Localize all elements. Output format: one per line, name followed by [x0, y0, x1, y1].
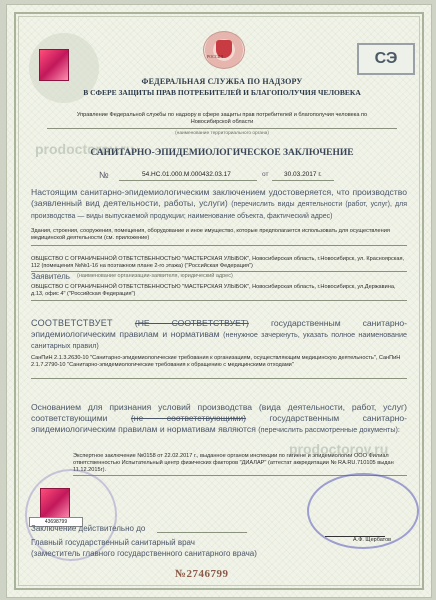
header-line-1: ФЕДЕРАЛЬНАЯ СЛУЖБА ПО НАДЗОРУ — [141, 77, 303, 86]
signer-subtitle: (заместитель главного государственного санитарного врача) — [31, 549, 257, 558]
watermark-1: prodoctorov.ru — [35, 141, 135, 157]
serial-number: №2746799 — [175, 568, 229, 580]
validity-label: Заключение действительно до — [31, 524, 146, 533]
org-address-2: ОБЩЕСТВО С ОГРАНИЧЕННОЙ ОТВЕТСТВЕННОСТЬЮ "МАСТЕРСКАЯ УЛЫБОК", Новосибирская область, г.Новосибирск, ул.Державина, д.13, офис 4" ("Российская Федерация") — [31, 284, 396, 297]
emblem-icon — [203, 31, 245, 69]
authority-caption: (наименование территориального органа) — [175, 131, 269, 136]
applicant-label: Заявитель — [31, 272, 70, 281]
number-underline — [119, 180, 257, 181]
activity-text: Здания, строения, сооружения, помещения, оборудование и иное имущество, которые предполагается использовать для осуществления медицинской деятельности (см. приложение) — [31, 228, 390, 241]
date-underline — [272, 180, 334, 181]
rules-underline — [31, 378, 407, 379]
signer-name: А.Ф. Щербатов — [353, 537, 392, 543]
authority-line-2: Новосибирской области — [190, 119, 254, 125]
org-address-1: ОБЩЕСТВО С ОГРАНИЧЕННОЙ ОТВЕТСТВЕННОСТЬЮ "МАСТЕРСКАЯ УЛЫБОК", Новосибирская область, г.Новосибирск, ул. Красноярская, 112 (помещения №№1-16 на поэтажном плане 2-го этажа) ("Российская Федерация") — [31, 256, 405, 269]
certificate-number: 54.НС.01.000.М.000432.03.17 — [142, 171, 231, 178]
signature — [325, 520, 385, 537]
org1-underline — [31, 271, 407, 272]
hologram-number: 43698799 — [29, 517, 83, 527]
certificate-page — [6, 4, 432, 598]
basis-text: Основанием для признания условий производства (вида деятельности, работ, услуг) соответствующими (не соответствующими) государственным санитарно-эпидемиологическим правилам и нормативам являются (перечислить рассмотренные документы): — [31, 402, 408, 434]
document-title: САНИТАРНО-ЭПИДЕМИОЛОГИЧЕСКОЕ ЗАКЛЮЧЕНИЕ — [90, 148, 354, 158]
expert-conclusion: Экспертное заключение №0158 от 22.02.2017 г., выданное органом инспекции по гигиене и эпидемиологии ООО Филиал ответственностью Испытательный центр физических факторов "ДИАЛАР" (аттестат аккредитации № RA.RU.710105 выдан 11.12.2015г). — [73, 453, 394, 473]
header-line-2: В СФЕРЕ ЗАЩИТЫ ПРАВ ПОТРЕБИТЕЛЕЙ И БЛАГОПОЛУЧИЯ ЧЕЛОВЕКА — [83, 88, 361, 97]
org2-underline — [31, 300, 407, 301]
sanitary-rules: СанПиН 2.1.3.2630-10 "Санитарно-эпидемиологические требования к организациям, осуществляющим медицинскую деятельность", СанПиН 2.1.7.2790-10 "Санитарно-эпидемиологические требования к обращению с медицинскими отходами" — [31, 355, 401, 368]
emblem-caption: РОССИЯ — [207, 54, 224, 59]
number-prefix: № — [99, 170, 109, 180]
intro-text: Настоящим санитарно-эпидемиологическим заключением удостоверяется, что производство (заявленный вид деятельности, работы, услуги) (перечислить виды деятельности (работ, услуг), для производства — виды выпускаемой продукции; наименование объекта, фактический адрес) — [31, 187, 407, 220]
activity-underline — [31, 245, 407, 246]
hologram-sticker-2 — [40, 488, 70, 520]
ce-mark: СЭ — [357, 43, 415, 75]
authority-line-1: Управление Федеральной службы по надзору в сфере защиты прав потребителей и благополучия человека по — [76, 112, 368, 118]
applicant-caption: (наименование организации-заявителя, юридический адрес) — [77, 273, 233, 279]
authority-underline — [47, 128, 397, 129]
certificate-date: 30.03.2017 г. — [284, 171, 322, 178]
conformity-text: СООТВЕТСТВУЕТ (НЕ СООТВЕТСТВУЕТ) государственным санитарно-эпидемиологическим правилам и нормативам (ненужное зачеркнуть, указать полное наименование санитарных правил) — [31, 318, 408, 350]
signer-title: Главный государственный санитарный врач — [31, 538, 195, 547]
watermark-2: prodoctorov.ru — [289, 441, 389, 457]
validity-underline — [157, 532, 247, 533]
date-from-label: от — [262, 171, 269, 178]
